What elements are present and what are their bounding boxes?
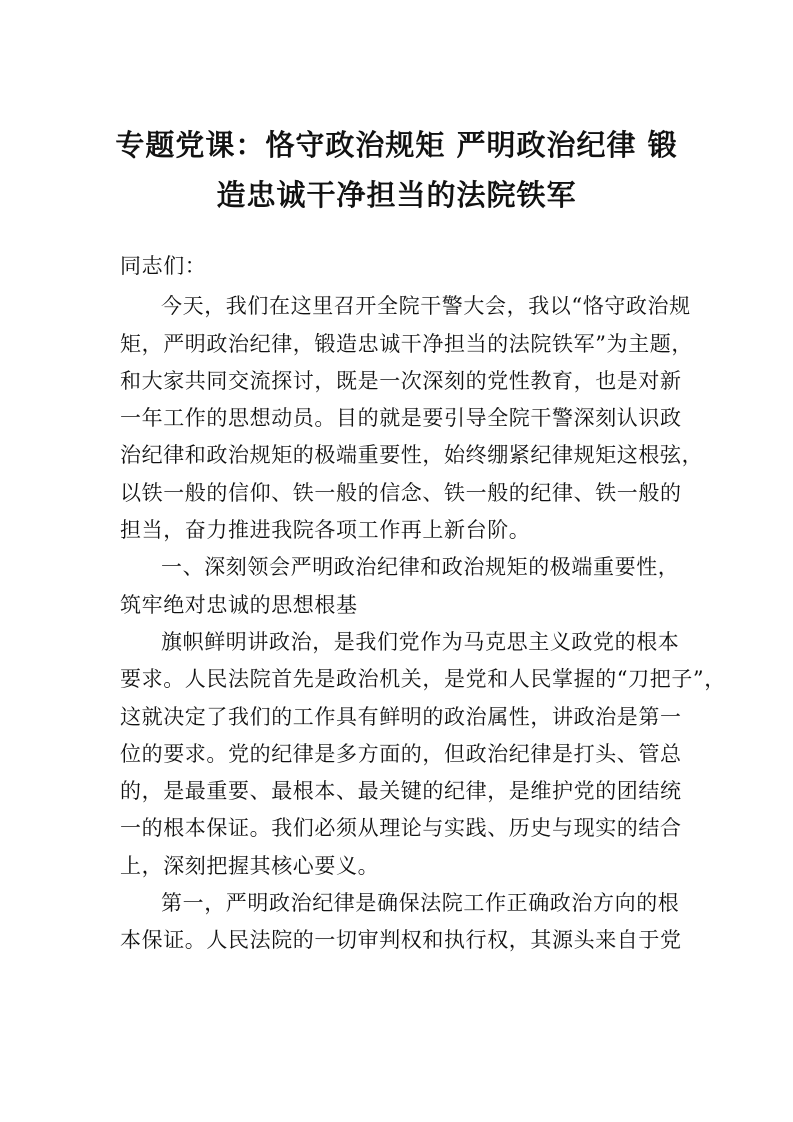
paragraph-line: 旗帜鲜明讲政治，是我们党作为马克思主义政党的根本: [161, 629, 680, 654]
section-heading-line: 一、深刻领会严明政治纪律和政治规矩的极端重要性，: [161, 555, 680, 580]
paragraph-line: 位的要求。党的纪律是多方面的，但政治纪律是打头、管总: [120, 741, 682, 766]
paragraph-line: 上，深刻把握其核心要义。: [120, 853, 380, 878]
paragraph-line: 今天，我们在这里召开全院干警大会，我以“恪守政治规: [161, 294, 691, 319]
paragraph-line: 的，是最重要、最根本、最关键的纪律，是维护党的团结统: [120, 779, 682, 804]
paragraph-line: 这就决定了我们的工作具有鲜明的政治属性，讲政治是第一: [120, 704, 682, 729]
title-line-1: 专题党课：恪守政治规矩 严明政治纪律 锻: [115, 128, 678, 162]
paragraph-line: 担当，奋力推进我院各项工作再上新台阶。: [120, 518, 531, 543]
document-title: [110, 120, 683, 220]
paragraph-line: 和大家共同交流探讨，既是一次深刻的党性教育，也是对新: [120, 368, 682, 393]
document-body: [120, 248, 726, 960]
paragraph-line: 以铁一般的信仰、铁一般的信念、铁一般的纪律、铁一般的: [120, 480, 682, 505]
paragraph-line: 本保证。人民法院的一切审判权和执行权，其源头来自于党: [120, 928, 682, 953]
greeting: 同志们：: [120, 254, 207, 278]
paragraph-line: 治纪律和政治规矩的极端重要性，始终绷紧纪律规矩这根弦，: [120, 443, 704, 468]
title-line-2: 造忠诚干净担当的法院铁军: [216, 178, 577, 212]
paragraph-line: 第一，严明政治纪律是确保法院工作正确政治方向的根: [161, 891, 680, 916]
section-heading-line: 筑牢绝对忠诚的思想根基: [120, 592, 358, 617]
paragraph-line: 一年工作的思想动员。目的就是要引导全院干警深刻认识政: [120, 406, 682, 431]
paragraph-line: 要求。人民法院首先是政治机关，是党和人民掌握的“刀把子”，: [120, 667, 726, 692]
paragraph-line: 矩，严明政治纪律，锻造忠诚干净担当的法院铁军”为主题，: [120, 331, 693, 356]
paragraph-line: 一的根本保证。我们必须从理论与实践、历史与现实的结合: [120, 816, 682, 841]
